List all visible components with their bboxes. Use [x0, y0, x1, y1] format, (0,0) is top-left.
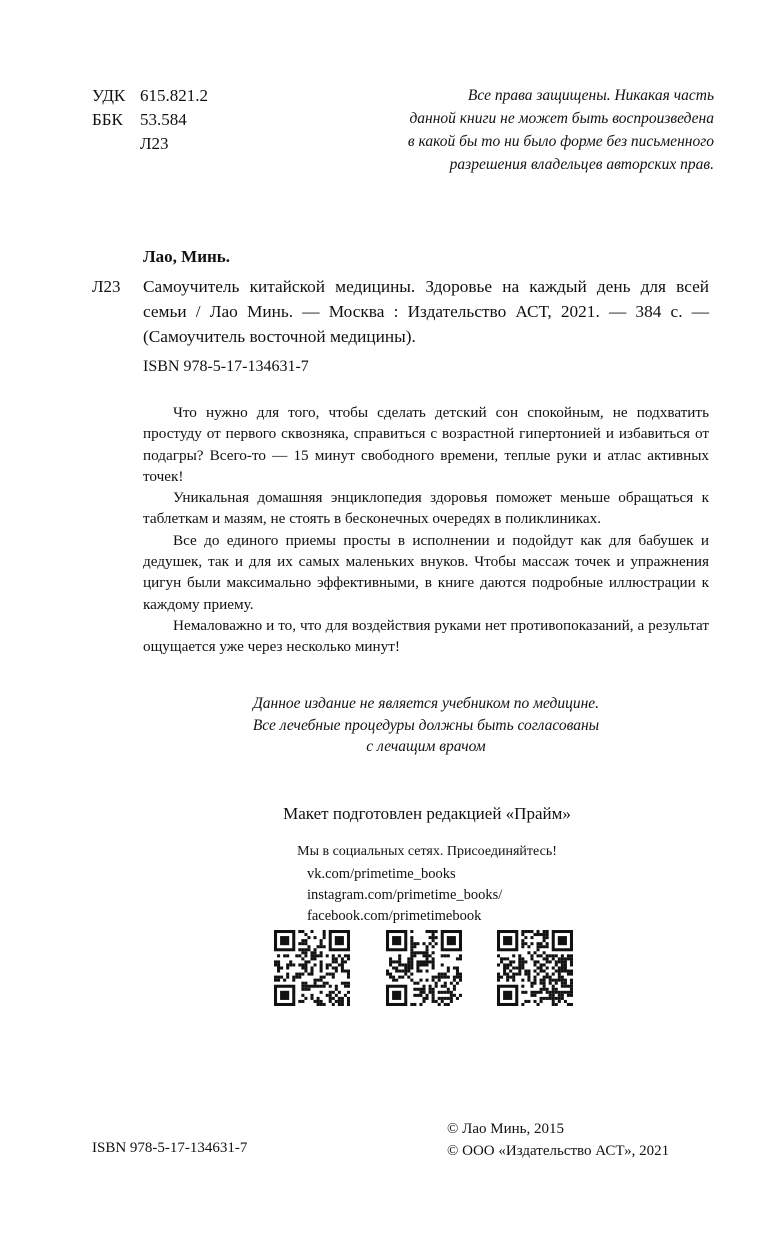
- author-sign-row: [92, 132, 208, 156]
- rights-notice: [330, 84, 714, 176]
- instagram-link[interactable]: instagram.com/primetime_books/: [307, 887, 503, 903]
- classification-block: [92, 84, 208, 156]
- copyright-publisher: © ООО «Издательство АСТ», 2021: [447, 1143, 670, 1159]
- udk-value: 615.821.2: [140, 86, 208, 105]
- bbk-code: ББК: [92, 110, 123, 129]
- bibliographic-record: Самоучитель китайской медицины. Здоровье на каждый день для всей семьи / Лао Минь. — Москва : Издательство АСТ, 2021. — 384 с. — (Самоучитель восточной медицины).: [143, 277, 709, 346]
- udk-row: [92, 84, 208, 108]
- facebook-link[interactable]: facebook.com/primetimebook: [307, 908, 482, 924]
- copyright-block: [447, 1118, 669, 1162]
- annotation-paragraph: Уникальная домашняя энциклопедия здоровья поможет меньше обращаться к таблеткам и мазям, не стоять в бесконечных очередях в поликлиниках.: [143, 489, 709, 528]
- annotation-paragraph: Что нужно для того, чтобы сделать детский сон спокойным, не подхватить простуду от первого сквозняка, справиться с возрастной гипертонией и избавиться от подагры? Всего-то — 15 минут свободного времени, теплые руки и атлас активных точек!: [143, 404, 709, 485]
- rights-line: разрешения владельцев авторских прав.: [449, 156, 714, 173]
- social-heading: Мы в социальных сетях. Присоединяйтесь!: [297, 844, 557, 859]
- udk-code: УДК: [92, 86, 126, 105]
- qr-code-icon[interactable]: [386, 930, 462, 1006]
- author-sign-code: [92, 132, 140, 156]
- cutter-number: Л23: [92, 277, 121, 296]
- rights-line: Все права защищены. Никакая часть: [467, 87, 714, 104]
- isbn-bottom: ISBN 978-5-17-134631-7: [92, 1140, 248, 1156]
- bbk-row: [92, 108, 208, 132]
- qr-code-icon[interactable]: [497, 930, 573, 1006]
- prepared-by: Макет подготовлен редакцией «Прайм»: [283, 804, 571, 823]
- disclaimer-line: Все лечебные процедуры должны быть согласованы: [252, 716, 600, 734]
- annotation-paragraph: Все до единого приемы просты в исполнении и подойдут как для бабушек и дедушек, так и для их самых маленьких внуков. Чтобы массаж точек и упражнения цигун были максимально эффективными, в книге даются подробные иллюстрации к каждому приему.: [143, 531, 709, 613]
- author-sign-value: Л23: [140, 134, 169, 153]
- qr-code-icon[interactable]: [274, 930, 350, 1006]
- vk-link[interactable]: vk.com/primetime_books: [307, 866, 456, 882]
- rights-line: в какой бы то ни было форме без письменного: [407, 133, 714, 150]
- bbk-value: 53.584: [140, 110, 187, 129]
- copyright-author: © Лао Минь, 2015: [447, 1121, 564, 1137]
- medical-disclaimer: [143, 693, 709, 758]
- disclaimer-line: Данное издание не является учебником по медицине.: [252, 695, 600, 712]
- disclaimer-line: с лечащим врачом: [366, 738, 486, 755]
- annotation-paragraph: Немаловажно и то, что для воздействия руками нет противопоказаний, а результат ощущается уже через несколько минут!: [143, 616, 709, 656]
- rights-line: данной книги не может быть воспроизведена: [409, 110, 714, 127]
- social-links: [307, 864, 502, 927]
- isbn-top: ISBN 978-5-17-134631-7: [143, 358, 309, 375]
- author-heading: Лао, Минь.: [143, 247, 231, 266]
- annotation: [143, 402, 709, 658]
